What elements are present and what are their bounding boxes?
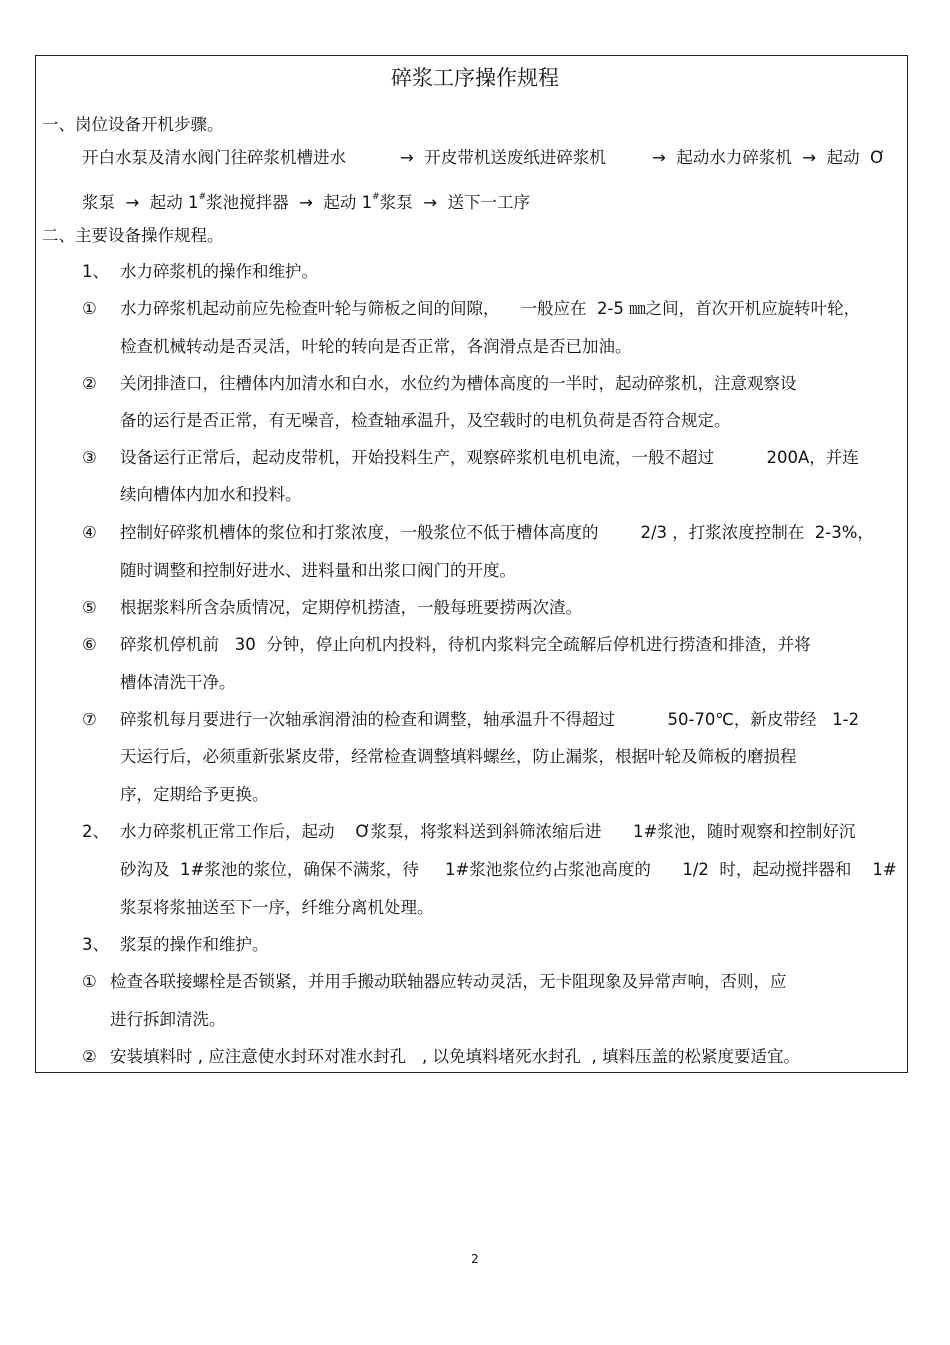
sub-1-number: 1、 — [82, 262, 109, 281]
page-number: 2 — [471, 1252, 479, 1266]
item-text: 水力碎浆机起动前应先检查叶轮与筛板之间的间隙， 一般应在 2-5 ㎜之间，首次开机应旋转叶轮， — [120, 299, 861, 318]
item-mark: ⑦ — [82, 710, 97, 729]
item-mark: ⑥ — [82, 635, 97, 654]
startup-step-6: 浆泵 → 送下一工序 — [379, 193, 531, 212]
item-text: 检查机械转动是否灵活，叶轮的转向是否正常，各润滑点是否已加油。 — [120, 337, 632, 356]
item-text: 序，定期给予更换。 — [120, 785, 269, 804]
startup-step-2: → 开皮带机送废纸进碎浆机 — [400, 148, 606, 167]
item-text: 续向槽体内加水和投料。 — [120, 485, 302, 504]
startup-step-1: 开白水泵及清水阀门往碎浆机槽进水 — [82, 148, 346, 167]
item-text: 天运行后，必须重新张紧皮带，经常检查调整填料螺丝，防止漏浆，根据叶轮及筛板的磨损程 — [120, 747, 797, 766]
sup-mark: # — [372, 192, 380, 202]
sub-3-title: 浆泵的操作和维护。 — [120, 935, 269, 954]
pump-item-mark: ① — [82, 972, 97, 991]
item-text: 根据浆料所含杂质情况，定期停机捞渣，一般每班要捞两次渣。 — [120, 598, 582, 617]
pump-item-text: 进行拆卸清洗。 — [110, 1010, 226, 1029]
item-text: 设备运行正常后，起动皮带机，开始投料生产，观察碎浆机电机电流，一般不超过 200A，并连 — [120, 448, 859, 467]
startup-step-5: 浆池搅拌器 → 起动 1 — [206, 193, 373, 212]
section-2-heading: 二、主要设备操作规程。 — [42, 226, 224, 245]
item-text: 碎浆机停机前 30 分钟，停止向机内投料，待机内浆料完全疏解后停机进行捞渣和排渣，并将 — [120, 635, 811, 654]
sub-2-text: 水力碎浆机正常工作后，起动 Ơ浆泵，将浆料送到斜筛浓缩后进 1#浆池，随时观察和控制好沉 — [120, 822, 856, 841]
item-text: 槽体清洗干净。 — [120, 673, 236, 692]
sub-1-title: 水力碎浆机的操作和维护。 — [120, 262, 318, 281]
sub-3-number: 3、 — [82, 935, 109, 954]
sub-2-text: 浆泵将浆抽送至下一序，纤维分离机处理。 — [120, 898, 434, 917]
sub-2-number: 2、 — [82, 822, 109, 841]
item-text: 控制好碎浆机槽体的浆位和打浆浓度，一般浆位不低于槽体高度的 2/3 ，打浆浓度控制在 2-3%， — [120, 523, 874, 542]
sub-2-text: 砂沟及 1#浆池的浆位，确保不满浆，待 1#浆池浆位约占浆池高度的 1/2 时，起动搅拌器和 1# — [120, 860, 897, 879]
pump-item-text: 检查各联接螺栓是否锁紧，并用手搬动联轴器应转动灵活，无卡阻现象及异常声响，否则，应 — [110, 972, 787, 991]
startup-step-3: → 起动水力碎浆机 → 起动 Ơ — [652, 148, 886, 167]
sup-mark: # — [198, 192, 207, 202]
item-mark: ② — [82, 374, 97, 393]
item-text: 随时调整和控制好进水、进料量和出浆口阀门的开度。 — [120, 561, 516, 580]
section-1-heading: 一、岗位设备开机步骤。 — [42, 115, 224, 134]
item-text: 碎浆机每月要进行一次轴承润滑油的检查和调整，轴承温升不得超过 50-70℃，新皮带经 1-2 — [120, 710, 860, 729]
item-text: 备的运行是否正常，有无噪音，检查轴承温升，及空载时的电机负荷是否符合规定。 — [120, 411, 731, 430]
item-text: 关闭排渣口，往槽体内加清水和白水，水位约为槽体高度的一半时，起动碎浆机，注意观察设 — [120, 374, 797, 393]
pump-item-mark: ② — [82, 1047, 97, 1066]
startup-line-2 — [82, 186, 530, 214]
pump-item-text: 安装填料时 , 应注意使水封环对准水封孔 , 以免填料堵死水封孔 , 填料压盖的松紧度要适宜。 — [110, 1047, 800, 1066]
item-mark: ④ — [82, 523, 97, 542]
item-mark: ① — [82, 299, 97, 318]
item-mark: ③ — [82, 448, 97, 467]
page-title: 碎浆工序操作规程 — [391, 66, 559, 90]
item-mark: ⑤ — [82, 598, 97, 617]
startup-step-4: 浆泵 → 起动 1 — [82, 193, 199, 212]
